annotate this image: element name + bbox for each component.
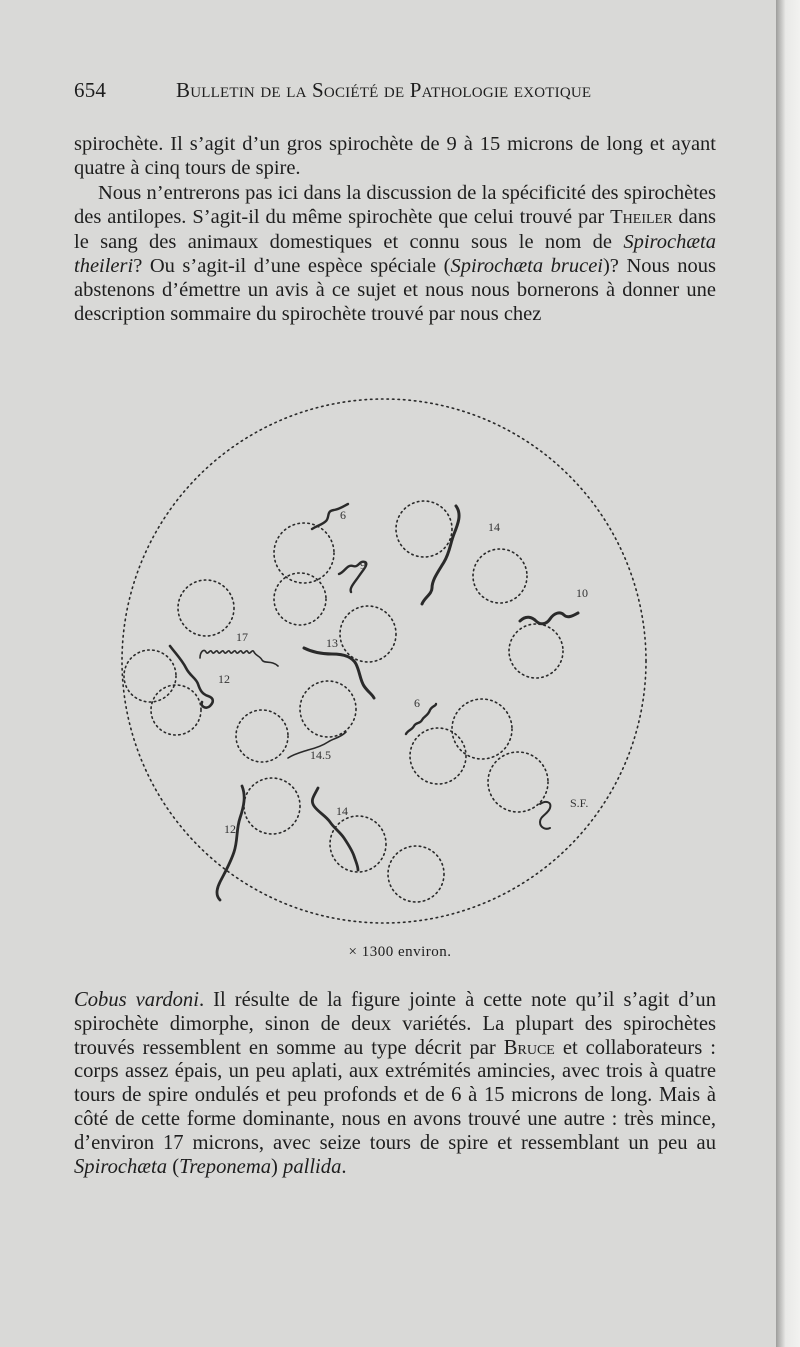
spirochete-sf [540, 802, 550, 829]
blood-cell [452, 699, 512, 759]
spirochete-12b [217, 786, 244, 900]
blood-cell [410, 728, 466, 784]
paragraph-1 [74, 132, 716, 181]
paragraph-2 [74, 181, 716, 327]
blood-cell [124, 650, 176, 702]
genus-spirochaeta: Spirochæta [74, 1155, 168, 1178]
journal-title: Bulletin de la Société de Pathologie exotique [176, 78, 592, 102]
figure-label: 6 [414, 696, 420, 710]
spirochetes [170, 504, 578, 900]
genus-treponema: Treponema [179, 1155, 271, 1178]
paragraph-1-text: spirochète. Il s’agit d’un gros spirochète de 9 à 15 microns de long et ayant quatre à cinq tours de spire. [74, 133, 716, 180]
spirochete-drawing [104, 386, 664, 946]
paragraph-3-part2: et collaborateurs : corps assez épais, un peu aplati, aux extrémités amincies, avec trois à quatre tours de spire ondulés et peu profonds et de 6 à 15 microns de long. Mais à côté de cette forme dominante, nous en avons trouvé une autre : très mince, d’environ 17 microns, avec seize tours de spire et ressemblant un peu au [74, 1036, 716, 1154]
figure-caption: × 1300 environ. [348, 944, 452, 960]
blood-cell [300, 681, 356, 737]
page-number: 654 [74, 78, 107, 102]
figure-label: 17 [236, 630, 248, 644]
figure-label: 9 [360, 558, 366, 572]
paragraph-2-part4: )? Nous nous abstenons d’émettre un avis à ce sujet et nous nous bornerons à donner une description sommaire du spirochète trouvé par nous chez [74, 254, 716, 326]
blood-cell [388, 846, 444, 902]
blood-cell [244, 778, 300, 834]
figure-label: 6 [340, 508, 346, 522]
blood-cell [396, 501, 452, 557]
paragraph-2-part2: dans le sang des animaux domestiques et connu sous le nom de [74, 206, 716, 253]
blood-cell [236, 710, 288, 762]
blood-cell [473, 549, 527, 603]
paragraph-2-part1: Nous n’entrerons pas ici dans la discussion de la spécificité des spirochètes des antilopes. S’agit-il du même spirochète que celui trouvé par [74, 182, 716, 229]
spirochete-14a [422, 506, 459, 604]
spirochete-14b [312, 788, 358, 870]
blood-cell [178, 580, 234, 636]
running-header [74, 78, 724, 108]
figure-label: 10 [576, 586, 588, 600]
figure-label: 13 [326, 636, 338, 650]
figure-label: 12 [218, 672, 230, 686]
blood-cell [340, 606, 396, 662]
figure-label: 14 [488, 520, 500, 534]
blood-cell [509, 624, 563, 678]
paragraph-3-part3: ( [167, 1155, 180, 1178]
figure-label: 14 [336, 804, 348, 818]
spirochete-10 [520, 613, 578, 624]
author-theiler: Theiler [610, 206, 673, 229]
species-theileri: Spirochæta theileri [74, 230, 716, 277]
blood-cells [124, 501, 563, 902]
species-pallida: pallida [283, 1155, 342, 1178]
paragraph-3-part1: . Il résulte de la figure jointe à cette note qu’il s’agit d’un spirochète dimorphe, sinon de deux variétés. La plupart des spirochètes trouvés ressemblent en somme au type décrit par [74, 989, 716, 1059]
blood-cell [274, 573, 326, 625]
spirochete-13 [304, 648, 374, 698]
paragraph-3-part4: ) [271, 1155, 284, 1178]
microscope-field-figure [104, 386, 664, 946]
author-bruce: Bruce [503, 1036, 555, 1059]
spirochete-17 [200, 650, 278, 666]
field-circle [122, 399, 646, 923]
paragraph-3-part5: . [341, 1155, 347, 1178]
blood-cell [488, 752, 548, 812]
blood-cell [151, 685, 201, 735]
host-species: Cobus vardoni [74, 989, 199, 1011]
figure-label: S.F. [570, 796, 589, 810]
figure-label: 12 [224, 822, 236, 836]
paragraph-3 [74, 989, 716, 1179]
figure-label: 14.5 [310, 748, 331, 762]
paragraph-2-part3: ? Ou s’agit-il d’une espèce spéciale ( [133, 254, 451, 277]
species-brucei: Spirochæta brucei [450, 254, 603, 277]
page-edge [776, 0, 800, 1347]
